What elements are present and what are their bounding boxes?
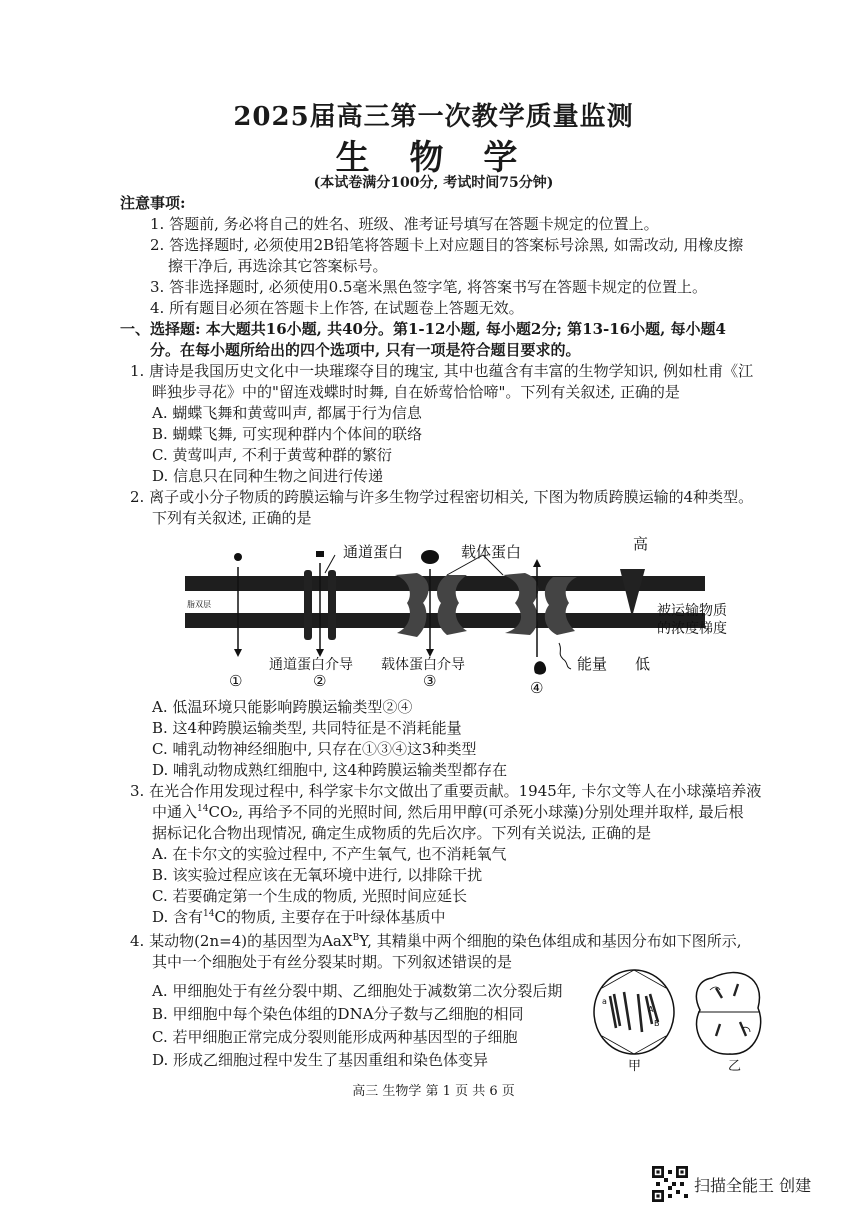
page-footer: 高三 生物学 第 1 页 共 6 页 bbox=[352, 1084, 515, 1099]
q4-stem-1: 4. 某动物(2n=4)的基因型为AaX$^B$Y, 其精巢中两个细胞的染色体组成和基因分布如下图所示, bbox=[130, 932, 742, 950]
q2-option-c: C. 哺乳动物神经细胞中, 只存在①③④这3种类型 bbox=[152, 740, 477, 758]
q1-option-d: D. 信息只在同种生物之间进行传递 bbox=[152, 467, 384, 485]
q3-option-d: D. 含有$^{14}$C的物质, 主要存在于叶绿体基质中 bbox=[152, 908, 446, 926]
label-pathway-3: ③ bbox=[423, 672, 437, 690]
q4-option-b: B. 甲细胞中每个染色体组的DNA分子数与乙细胞的相同 bbox=[152, 1005, 524, 1023]
q3-stem-2: 中通入$^{14}$CO₂, 再给予不同的光照时间, 然后用甲醇(可杀死小球藻)分别处理并取样, 最后根 bbox=[152, 803, 744, 821]
label-lipid-bilayer: 脂双层 bbox=[187, 600, 211, 609]
membrane-transport-diagram bbox=[185, 535, 727, 700]
qr-code-icon bbox=[652, 1166, 688, 1202]
channel-protein-left bbox=[304, 570, 312, 640]
q2-option-d: D. 哺乳动物成熟红细胞中, 这4种跨膜运输类型都存在 bbox=[152, 761, 508, 779]
q2-stem-2: 下列有关叙述, 正确的是 bbox=[152, 509, 312, 527]
cell-yi-outline bbox=[696, 973, 760, 1055]
scanner-watermark bbox=[652, 1166, 811, 1202]
carrier-substrate-4 bbox=[534, 661, 546, 674]
q1-stem-1: 1. 唐诗是我国历史文化中一块璀璨夺目的瑰宝, 其中也蕴含有丰富的生物学知识, 例如杜甫《江 bbox=[130, 362, 754, 380]
q3-stem-3: 据标记化合物出现情况, 确定生成物质的先后次序。下列有关说法, 正确的是 bbox=[152, 824, 652, 842]
cell-jia-outline bbox=[594, 970, 674, 1054]
q3-stem-1: 3. 在光合作用发现过程中, 科学家卡尔文做出了重要贡献。1945年, 卡尔文等人在小球藻培养液 bbox=[130, 782, 762, 800]
label-pathway-2: ② bbox=[313, 672, 327, 690]
q3-option-b: B. 该实验过程应该在无氧环境中进行, 以排除干扰 bbox=[152, 866, 483, 884]
q4-stem-2: 其中一个细胞处于有丝分裂某时期。下列叙述错误的是 bbox=[152, 953, 513, 971]
channel-protein-right bbox=[328, 570, 336, 640]
q4-option-d: D. 形成乙细胞过程中发生了基因重组和染色体变异 bbox=[152, 1051, 489, 1069]
exam-info: (本试卷满分100分, 考试时间75分钟) bbox=[313, 175, 554, 191]
q4-option-a: A. 甲细胞处于有丝分裂中期、乙细胞处于减数第二次分裂后期 bbox=[152, 982, 563, 1000]
note-item-2: 2. 答选择题时, 必须使用2B铅笔将答题卡上对应题目的答案标号涂黑, 如需改动, 用橡皮擦 bbox=[150, 236, 744, 254]
note-item-1: 1. 答题前, 务必将自己的姓名、班级、准考证号填写在答题卡规定的位置上。 bbox=[150, 215, 659, 233]
q1-option-c: C. 黄莺叫声, 不利于黄莺种群的繁衍 bbox=[152, 446, 393, 464]
molecule-dot-1 bbox=[234, 553, 242, 561]
note-item-2-cont: 擦干净后, 再选涂其它答案标号。 bbox=[168, 257, 388, 275]
q4-option-c: C. 若甲细胞正常完成分裂则能形成两种基因型的子细胞 bbox=[152, 1028, 518, 1046]
section-heading-2: 分。在每小题所给出的四个选项中, 只有一项是符合题目要求的。 bbox=[150, 341, 581, 359]
q2-option-a: A. 低温环境只能影响跨膜运输类型②④ bbox=[152, 698, 413, 716]
label-high: 高 bbox=[633, 535, 649, 553]
label-energy: 能量 bbox=[577, 655, 608, 673]
label-channel-mediated: 通道蛋白介导 bbox=[269, 657, 353, 673]
cell-division-diagram bbox=[590, 966, 790, 1076]
q3-option-c: C. 若要确定第一个生成的物质, 光照时间应延长 bbox=[152, 887, 468, 905]
q1-option-b: B. 蝴蝶飞舞, 可实现种群内个体间的联络 bbox=[152, 425, 423, 443]
note-item-4: 4. 所有题目必须在答题卡上作答, 在试题卷上答题无效。 bbox=[150, 299, 524, 317]
molecule-square bbox=[316, 551, 324, 557]
label-channel-protein: 通道蛋白 bbox=[343, 543, 404, 561]
scanner-watermark-text: 扫描全能王 创建 bbox=[694, 1175, 812, 1195]
cell-yi-chromosomes bbox=[716, 984, 746, 1036]
cell-yi-label: 乙 bbox=[728, 1059, 742, 1074]
q1-stem-2: 畔独步寻花》中的"留连戏蝶时时舞, 自在娇莺恰恰啼"。下列有关叙述, 正确的是 bbox=[152, 383, 680, 401]
label-low: 低 bbox=[635, 655, 651, 673]
cell-jia-gene-a: a bbox=[602, 997, 607, 1006]
section-heading-1: 一、选择题: 本大题共16小题, 共40分。第1-12小题, 每小题2分; 第13-16小题, 每小题4 bbox=[120, 320, 726, 338]
q3-option-a: A. 在卡尔文的实验过程中, 不产生氧气, 也不消耗氧气 bbox=[152, 845, 507, 863]
subject-title: 生 物 学 bbox=[335, 138, 532, 178]
q2-option-b: B. 这4种跨膜运输类型, 共同特征是不消耗能量 bbox=[152, 719, 462, 737]
label-carrier-protein: 载体蛋白 bbox=[461, 543, 522, 561]
cell-jia-gene-A: A bbox=[648, 1005, 654, 1014]
label-pathway-1: ① bbox=[229, 672, 243, 690]
notes-heading: 注意事项: bbox=[120, 194, 186, 212]
label-pathway-4: ④ bbox=[530, 679, 544, 697]
carrier-substrate-3 bbox=[421, 550, 439, 564]
cell-jia-gene-B: B bbox=[654, 1019, 660, 1028]
exam-title: 2025届高三第一次教学质量监测 bbox=[233, 102, 634, 132]
cell-jia-label: 甲 bbox=[628, 1059, 642, 1074]
q1-option-a: A. 蝴蝶飞舞和黄莺叫声, 都属于行为信息 bbox=[152, 404, 422, 422]
q2-stem-1: 2. 离子或小分子物质的跨膜运输与许多生物学过程密切相关, 下图为物质跨膜运输的4种类型。 bbox=[130, 488, 754, 506]
label-gradient-1: 被运输物质 bbox=[657, 603, 727, 619]
label-carrier-mediated: 载体蛋白介导 bbox=[381, 657, 465, 673]
note-item-3: 3. 答非选择题时, 必须使用0.5毫米黑色签字笔, 将答案书写在答题卡规定的位置上。 bbox=[150, 278, 708, 296]
label-gradient-2: 的浓度梯度 bbox=[657, 621, 727, 637]
